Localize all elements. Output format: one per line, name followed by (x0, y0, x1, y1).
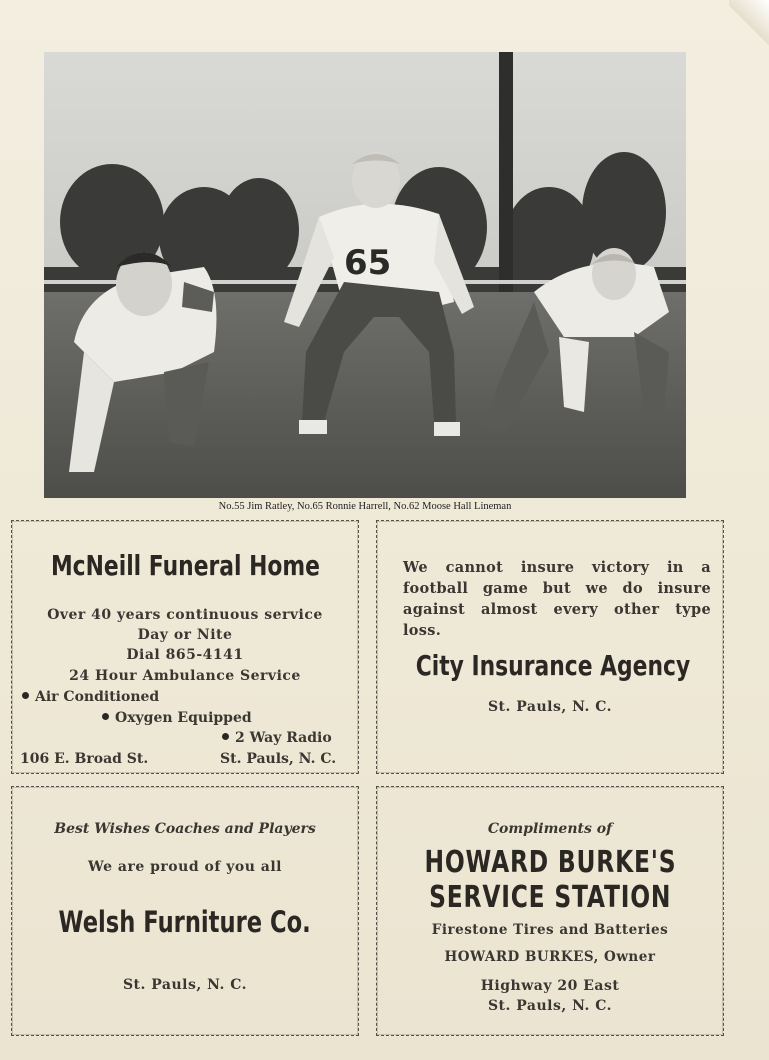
greeting: Best Wishes Coaches and Players (54, 821, 316, 837)
tagline: We are proud of you all (88, 859, 282, 875)
hours: Day or Nite (137, 627, 233, 643)
bullet-icon (222, 733, 229, 740)
bullet-icon (22, 692, 29, 699)
ad-howard-burkes-service-station (376, 786, 724, 1036)
business-name-line1: HOWARD BURKE'S (424, 845, 676, 880)
ambulance-service: 24 Hour Ambulance Service (69, 668, 301, 684)
ad-welsh-furniture (11, 786, 359, 1036)
service-years: Over 40 years continuous service (47, 607, 323, 623)
highway: Highway 20 East (480, 978, 620, 994)
business-name: Welsh Furniture Co. (58, 905, 312, 939)
bullet-icon (102, 713, 109, 720)
photo-illustration (44, 52, 686, 498)
folded-corner (729, 0, 769, 60)
ad-city-insurance (376, 520, 724, 774)
ad-mcneill-funeral-home (11, 520, 359, 774)
jersey-number-65: 65 (344, 243, 392, 283)
business-name-line2: SERVICE STATION (428, 880, 672, 915)
insurance-slogan: We cannot insure victory in a football game but we do insure against almost every other type loss. (403, 559, 711, 639)
phone: Dial 865-4141 (126, 647, 244, 663)
feature-item: 2 Way Radio (222, 730, 332, 746)
city-state: St. Pauls, N. C. (487, 699, 613, 715)
business-name: City Insurance Agency (415, 649, 691, 682)
city-state: St. Pauls, N. C. (220, 751, 337, 767)
owner: HOWARD BURKES, Owner (444, 949, 656, 965)
photo-caption: No.55 Jim Ratley, No.65 Ronnie Harrell, No.62 Moose Hall Lineman (218, 501, 512, 512)
city-state: St. Pauls, N. C. (487, 998, 613, 1014)
compliments: Compliments of (487, 821, 613, 837)
business-name: McNeill Funeral Home (50, 549, 320, 582)
utility-pole (499, 52, 513, 292)
products: Firestone Tires and Batteries (431, 922, 669, 938)
team-photo (44, 52, 686, 498)
city-state: St. Pauls, N. C. (122, 977, 248, 993)
feature-item: Air Conditioned (22, 689, 159, 705)
feature-item: Oxygen Equipped (102, 710, 252, 726)
street-address: 106 E. Broad St. (20, 751, 149, 767)
